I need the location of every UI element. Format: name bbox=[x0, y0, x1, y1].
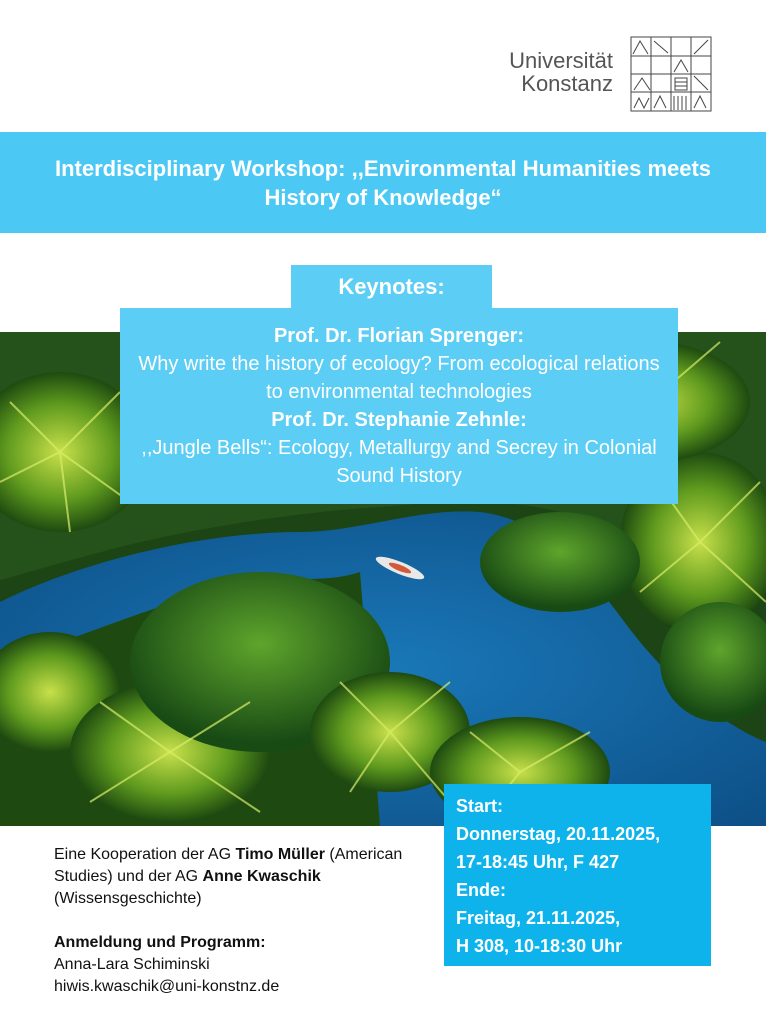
university-logo bbox=[500, 36, 712, 112]
end-date: Freitag, 21.11.2025, bbox=[456, 908, 621, 928]
start-time: 17-18:45 Uhr, F 427 bbox=[456, 852, 620, 872]
registration-heading: Anmeldung und Programm: bbox=[54, 934, 266, 951]
registration-email[interactable]: hiwis.kwaschik@uni-konstnz.de bbox=[54, 978, 280, 995]
coop-text-2: (American Studies) und der AG bbox=[54, 846, 403, 885]
coop-text-1: Eine Kooperation der AG bbox=[54, 846, 236, 863]
logo-text bbox=[509, 49, 613, 95]
keynote-talk-1: Why write the history of ecology? From ecological relations to environmental technologies bbox=[138, 353, 660, 403]
start-date: Donnerstag, 20.11.2025, bbox=[456, 824, 661, 844]
keynote-speaker-2: Prof. Dr. Stephanie Zehnle: bbox=[271, 409, 527, 431]
logo-line-2: Konstanz bbox=[521, 71, 613, 96]
university-seal-icon bbox=[630, 36, 712, 112]
keynote-talk-2: ,,Jungle Bells“: Ecology, Metallurgy and Secrey in Colonial Sound History bbox=[141, 437, 657, 487]
keynote-speaker-1: Prof. Dr. Florian Sprenger: bbox=[273, 325, 525, 347]
coop-name-2: Anne Kwaschik bbox=[202, 868, 321, 885]
end-time: H 308, 10-18:30 Uhr bbox=[456, 936, 623, 956]
schedule-box bbox=[444, 784, 711, 966]
start-label: Start: bbox=[456, 796, 504, 816]
coop-text-3: (Wissensgeschichte) bbox=[54, 890, 202, 907]
end-label: Ende: bbox=[456, 880, 507, 900]
workshop-title: Interdisciplinary Workshop: ,,Environmental Humanities meets History of Knowledge“ bbox=[54, 155, 712, 210]
registration-block bbox=[54, 932, 424, 998]
cooperation-text bbox=[54, 844, 424, 910]
title-band bbox=[0, 132, 766, 233]
coop-name-1: Timo Müller bbox=[235, 846, 325, 863]
registration-contact: Anna-Lara Schiminski bbox=[54, 956, 210, 973]
keynotes-box bbox=[120, 308, 678, 504]
keynotes-heading: Keynotes: bbox=[291, 265, 492, 309]
logo-line-1: Universität bbox=[509, 48, 613, 73]
